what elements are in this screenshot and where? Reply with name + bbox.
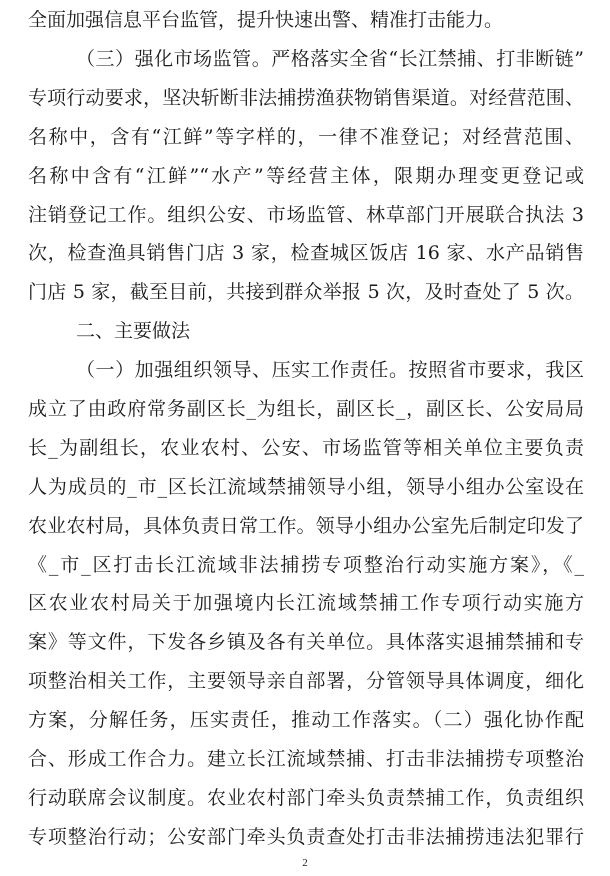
paragraph-line: 案》等文件，下发各乡镇及各有关单位。具体落实退捕禁捕和专 bbox=[28, 631, 584, 653]
paragraph-line: （一）加强组织领导、压实工作责任。按照省市要求，我区 bbox=[76, 359, 584, 381]
page-number: 2 bbox=[302, 857, 308, 869]
paragraph-line: 人为成员的_市_区长江流域禁捕领导小组，领导小组办公室设在 bbox=[28, 476, 584, 498]
paragraph-line: 方案，分解任务，压实责任，推动工作落实。（二）强化协作配 bbox=[28, 709, 584, 731]
paragraph-line: 农业农村局，具体负责日常工作。领导小组办公室先后制定印发了 bbox=[28, 515, 584, 537]
paragraph-line: 行动联席会议制度。农业农村部门牵头负责禁捕工作，负责组织 bbox=[28, 787, 584, 809]
paragraph-line: 专项行动要求，坚决斩断非法捕捞渔获物销售渠道。对经营范围、 bbox=[28, 87, 584, 109]
paragraph-line: 名称中含有“江鲜”“水产”等经营主体，限期办理变更登记或 bbox=[28, 165, 584, 187]
paragraph-line: 合、形成工作合力。建立长江流域禁捕、打击非法捕捞专项整治 bbox=[28, 748, 584, 770]
paragraph-line: 门店 5 家，截至目前，共接到群众举报 5 次，及时查处了 5 次。 bbox=[28, 281, 584, 303]
paragraph-line: （三）强化市场监管。严格落实全省“长江禁捕、打非断链” bbox=[76, 48, 584, 70]
paragraph-line: 成立了由政府常务副区长_为组长，副区长_，副区长、公安局局 bbox=[28, 398, 584, 420]
paragraph-line: 专项整治行动；公安部门牵头负责查处打击非法捕捞违法犯罪行 bbox=[28, 826, 584, 848]
paragraph-line: 名称中，含有“江鲜”等字样的，一律不准登记；对经营范围、 bbox=[28, 126, 584, 148]
paragraph-line: 长_为副组长，农业农村、公安、市场监管等相关单位主要负责 bbox=[28, 437, 584, 459]
paragraph-line: 区农业农村局关于加强境内长江流域禁捕工作专项行动实施方 bbox=[28, 592, 584, 614]
paragraph-line: 次，检查渔具销售门店 3 家，检查城区饭店 16 家、水产品销售 bbox=[28, 242, 584, 264]
paragraph-line: 项整治相关工作，主要领导亲自部署，分管领导具体调度，细化 bbox=[28, 670, 584, 692]
paragraph-line: 《_市_区打击长江流域非法捕捞专项整治行动实施方案》，《_ bbox=[28, 554, 584, 576]
paragraph-line: 全面加强信息平台监管，提升快速出警、精准打击能力。 bbox=[28, 9, 504, 31]
section-heading: 二、主要做法 bbox=[76, 320, 191, 342]
paragraph-line: 注销登记工作。组织公安、市场监管、林草部门开展联合执法 3 bbox=[28, 204, 584, 226]
